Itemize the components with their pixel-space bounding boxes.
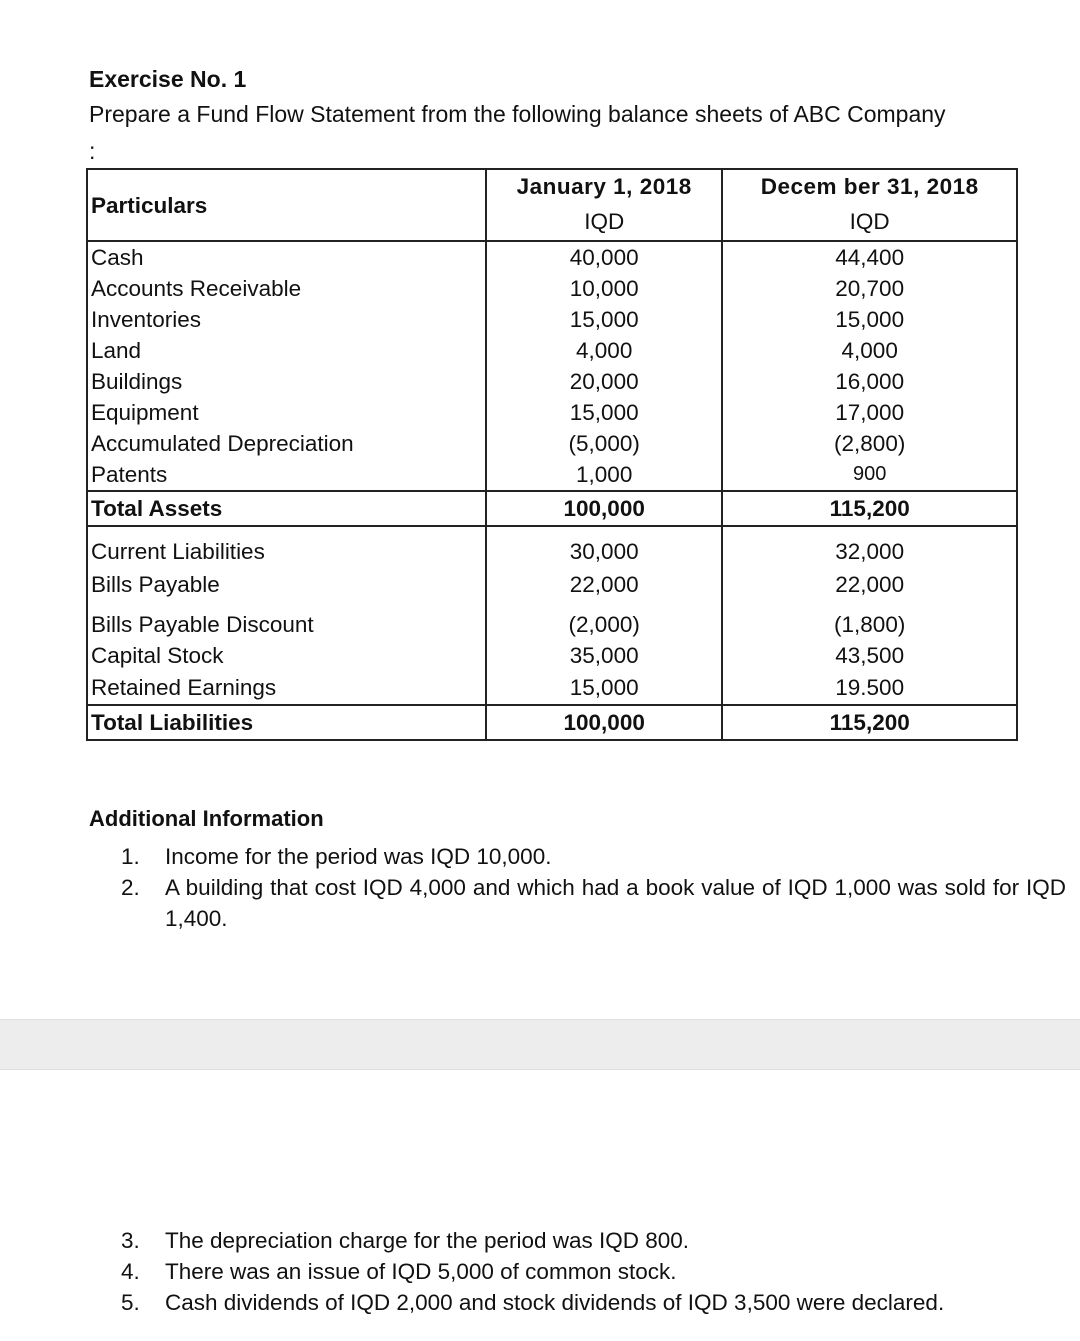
additional-info-heading: Additional Information: [89, 806, 324, 831]
list-item-text: There was an issue of IQD 5,000 of common stock.: [165, 1259, 677, 1284]
total-liabilities-row: [87, 705, 1017, 740]
row-label: Cash: [87, 241, 486, 273]
row-dec-value: 16,000: [722, 366, 1017, 397]
row-jan-value: 35,000: [486, 640, 722, 671]
list-item: [121, 1225, 1066, 1256]
row-dec-value: 900: [722, 459, 1017, 491]
table-row: [87, 397, 1017, 428]
row-dec-value: 32,000: [722, 526, 1017, 568]
row-jan-value: 15,000: [486, 671, 722, 705]
row-dec-value: 44,400: [722, 241, 1017, 273]
table-row: [87, 335, 1017, 366]
additional-info-list: [121, 841, 1066, 934]
list-item-number: 1.: [121, 844, 140, 869]
row-label: Accounts Receivable: [87, 273, 486, 304]
exercise-instructions: Prepare a Fund Flow Statement from the following balance sheets of ABC Company: [89, 101, 946, 127]
row-dec-value: 43,500: [722, 640, 1017, 671]
total-assets-dec: 115,200: [722, 491, 1017, 526]
row-label: Bills Payable Discount: [87, 609, 486, 640]
total-liabilities-dec: 115,200: [722, 705, 1017, 740]
table-row: [87, 241, 1017, 273]
row-dec-value: 20,700: [722, 273, 1017, 304]
row-jan-value: (2,000): [486, 609, 722, 640]
row-jan-value: 15,000: [486, 397, 722, 428]
row-label: Capital Stock: [87, 640, 486, 671]
list-item-text: Income for the period was IQD 10,000.: [165, 844, 552, 869]
total-assets-label: Total Assets: [87, 491, 486, 526]
row-dec-value: 19.500: [722, 671, 1017, 705]
list-item: [121, 1287, 1066, 1318]
row-dec-value: 4,000: [722, 335, 1017, 366]
table-row: [87, 428, 1017, 459]
list-item-text: A building that cost IQD 4,000 and which had a book value of IQD 1,000 was sold for IQD 1,400.: [165, 875, 1066, 931]
total-assets-jan: 100,000: [486, 491, 722, 526]
table-row: [87, 366, 1017, 397]
row-label: Buildings: [87, 366, 486, 397]
row-jan-value: 4,000: [486, 335, 722, 366]
row-jan-value: 30,000: [486, 526, 722, 568]
list-item: [121, 841, 1066, 872]
page-break-divider: [0, 1019, 1080, 1070]
list-item-number: 4.: [121, 1259, 140, 1284]
balance-sheet-table: [86, 168, 1018, 741]
list-item-number: 3.: [121, 1228, 140, 1253]
table-row: [87, 304, 1017, 335]
instruction-colon: :: [89, 138, 96, 164]
january-currency: IQD: [486, 203, 722, 241]
table-row: [87, 273, 1017, 304]
row-label: Patents: [87, 459, 486, 491]
row-dec-value: 15,000: [722, 304, 1017, 335]
list-item: [121, 872, 1066, 934]
row-jan-value: 40,000: [486, 241, 722, 273]
row-dec-value: 17,000: [722, 397, 1017, 428]
table-row: [87, 671, 1017, 705]
total-liabilities-label: Total Liabilities: [87, 705, 486, 740]
list-item-number: 5.: [121, 1290, 140, 1315]
row-jan-value: (5,000): [486, 428, 722, 459]
row-label: Equipment: [87, 397, 486, 428]
december-column-header: Decem ber 31, 2018: [722, 169, 1017, 203]
table-header-row-1: [87, 169, 1017, 203]
list-item: [121, 1256, 1066, 1287]
row-jan-value: 20,000: [486, 366, 722, 397]
total-assets-row: [87, 491, 1017, 526]
row-jan-value: 1,000: [486, 459, 722, 491]
row-dec-value: (2,800): [722, 428, 1017, 459]
january-column-header: January 1, 2018: [486, 169, 722, 203]
row-label: Accumulated Depreciation: [87, 428, 486, 459]
row-label: Retained Earnings: [87, 671, 486, 705]
list-item-number: 2.: [121, 875, 140, 900]
row-dec-value: (1,800): [722, 609, 1017, 640]
row-jan-value: 15,000: [486, 304, 722, 335]
list-item-text: Cash dividends of IQD 2,000 and stock dividends of IQD 3,500 were declared.: [165, 1290, 945, 1315]
additional-info-list-continued: [121, 1225, 1066, 1318]
row-jan-value: 10,000: [486, 273, 722, 304]
list-item-text: The depreciation charge for the period was IQD 800.: [165, 1228, 690, 1253]
particulars-header: Particulars: [87, 169, 486, 241]
row-label: Inventories: [87, 304, 486, 335]
exercise-title: Exercise No. 1: [89, 66, 247, 92]
row-label: Current Liabilities: [87, 526, 486, 568]
row-dec-value: 22,000: [722, 568, 1017, 609]
row-jan-value: 22,000: [486, 568, 722, 609]
table-row: [87, 526, 1017, 568]
table-row: [87, 459, 1017, 491]
table-row: [87, 640, 1017, 671]
row-label: Bills Payable: [87, 568, 486, 609]
table-row: [87, 568, 1017, 609]
row-label: Land: [87, 335, 486, 366]
table-row: [87, 609, 1017, 640]
december-currency: IQD: [722, 203, 1017, 241]
total-liabilities-jan: 100,000: [486, 705, 722, 740]
